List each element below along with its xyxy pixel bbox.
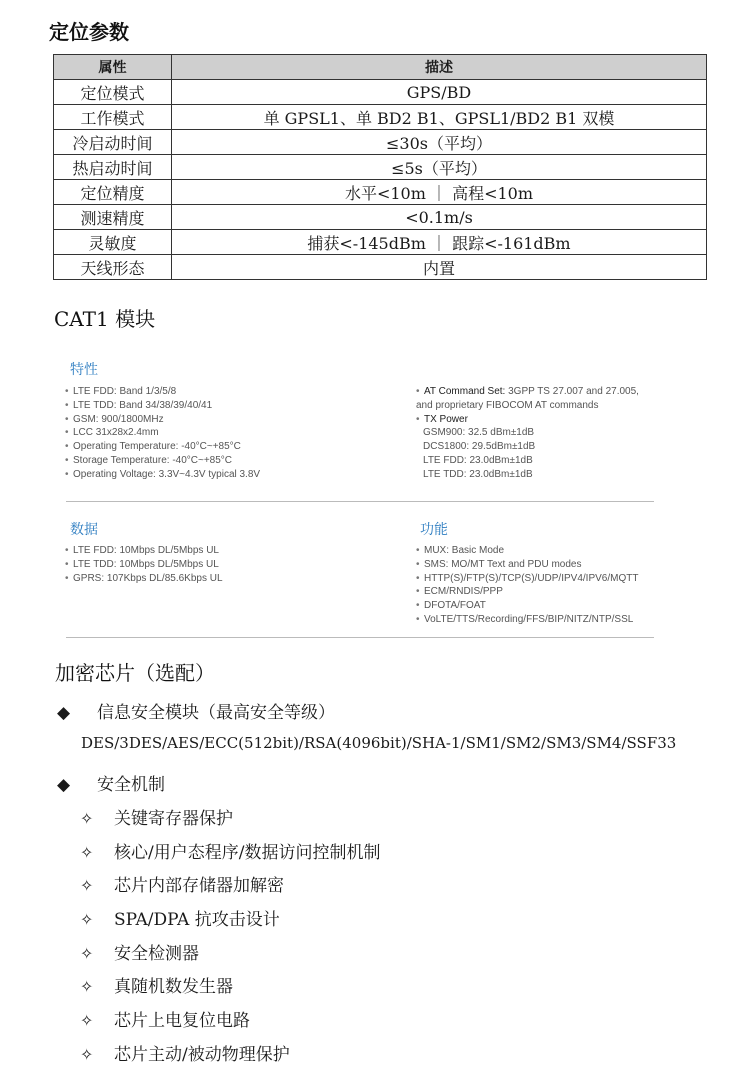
table-header-row <box>54 55 707 80</box>
list-item: DCS1800: 29.5dBm±1dB <box>423 441 536 453</box>
list-item: • GSM: 900/1800MHz <box>65 413 164 425</box>
list-item: ✧ 真随机数发生器 <box>80 970 380 1004</box>
list-item: • Operating Temperature: -40°C~+85°C <box>65 441 241 453</box>
security-module-item <box>57 698 335 723</box>
row-attribute: 定位模式 <box>54 80 172 105</box>
positioning-title: 定位参数 <box>49 20 129 44</box>
functions-list <box>416 544 638 627</box>
row-description: 水平<10m ｜ 高程<10m <box>172 180 707 205</box>
list-item: • Operating Voltage: 3.3V~4.3V typical 3.8V <box>65 468 261 480</box>
list-item: ✧ 芯片主动/被动物理保护 <box>80 1038 380 1072</box>
list-item: • LTE FDD: 10Mbps DL/5Mbps UL <box>65 545 219 556</box>
table-row <box>54 80 707 105</box>
row-description: <0.1m/s <box>172 205 707 230</box>
algorithm-list: DES/3DES/AES/ECC(512bit)/RSA(4096bit)/SHA-1/SM1/SM2/SM3/SM4/SSF33 <box>81 734 677 752</box>
list-item: LTE TDD: 23.0dBm±1dB <box>423 468 533 480</box>
row-attribute: 测速精度 <box>54 205 172 230</box>
data-title: 数据 <box>70 521 98 537</box>
sparkle-bullet-icon: ✧ <box>80 977 94 997</box>
crypto-title: 加密芯片（选配） <box>55 661 215 685</box>
list-item: ✧ 芯片上电复位电路 <box>80 1004 380 1038</box>
mechanism-list <box>80 802 380 1072</box>
table-row <box>54 205 707 230</box>
list-item: • SMS: MO/MT Text and PDU modes <box>416 558 582 570</box>
list-item: • HTTP(S)/FTP(S)/TCP(S)/UDP/IPV4/IPV6/MQTT <box>416 572 639 584</box>
functions-title: 功能 <box>420 521 448 537</box>
security-module-label: 信息安全模块（最高安全等级） <box>97 703 335 723</box>
row-attribute: 定位精度 <box>54 180 172 205</box>
cat1-spec-panel <box>62 350 654 645</box>
row-description: ≤30s（平均） <box>172 130 707 155</box>
table-row <box>54 105 707 130</box>
list-item: and proprietary FIBOCOM AT commands <box>416 399 599 411</box>
security-mechanism-item <box>57 770 165 795</box>
row-attribute: 冷启动时间 <box>54 130 172 155</box>
table-row <box>54 255 707 280</box>
features-right-list <box>416 385 639 482</box>
section-divider <box>66 637 654 638</box>
row-description: GPS/BD <box>172 80 707 105</box>
list-item: • MUX: Basic Mode <box>416 545 505 556</box>
table-row <box>54 130 707 155</box>
row-attribute: 灵敏度 <box>54 230 172 255</box>
row-description: 单 GPSL1、单 BD2 B1、GPSL1/BD2 B1 双模 <box>172 105 707 130</box>
diamond-bullet-icon: ◆ <box>57 703 71 723</box>
list-item: • LTE TDD: 10Mbps DL/5Mbps UL <box>65 558 219 570</box>
list-item: • LCC 31x28x2.4mm <box>65 427 159 439</box>
list-item: • ECM/RNDIS/PPP <box>416 586 503 598</box>
features-list <box>65 385 260 482</box>
sparkle-bullet-icon: ✧ <box>80 1011 94 1031</box>
table-row <box>54 230 707 255</box>
table-row <box>54 155 707 180</box>
list-item: ✧ 关键寄存器保护 <box>80 802 380 836</box>
sparkle-bullet-icon: ✧ <box>80 943 94 963</box>
at-command-label: AT Command Set: <box>424 386 506 397</box>
sparkle-bullet-icon: ✧ <box>80 809 94 828</box>
header-description: 描述 <box>172 55 707 80</box>
list-item: ✧ 核心/用户态程序/数据访问控制机制 <box>80 836 380 870</box>
row-attribute: 热启动时间 <box>54 155 172 180</box>
header-attribute: 属性 <box>54 55 172 80</box>
sparkle-bullet-icon: ✧ <box>80 910 94 930</box>
list-item: • Storage Temperature: -40°C~+85°C <box>65 454 233 466</box>
list-item: • AT Command Set: 3GPP TS 27.007 and 27.005, <box>416 386 639 397</box>
sparkle-bullet-icon: ✧ <box>80 876 94 896</box>
row-description: 捕获<-145dBm ｜ 跟踪<-161dBm <box>172 230 707 255</box>
list-item: • LTE TDD: Band 34/38/39/40/41 <box>65 399 213 411</box>
list-item: LTE FDD: 23.0dBm±1dB <box>423 454 533 466</box>
list-item: ✧ 安全检测器 <box>80 937 380 971</box>
cat1-title: CAT1 模块 <box>54 307 156 331</box>
row-description: 内置 <box>172 255 707 280</box>
list-item: • LTE FDD: Band 1/3/5/8 <box>65 386 177 397</box>
security-mechanism-label: 安全机制 <box>97 775 165 795</box>
list-item: • GPRS: 107Kbps DL/85.6Kbps UL <box>65 572 223 584</box>
row-attribute: 工作模式 <box>54 105 172 130</box>
data-list <box>65 544 223 585</box>
at-command-value: 3GPP TS 27.007 and 27.005, <box>505 386 639 397</box>
table-row <box>54 180 707 205</box>
list-item: ✧ SPA/DPA 抗攻击设计 <box>80 903 380 937</box>
list-item: ✧ 芯片内部存储器加解密 <box>80 869 380 903</box>
list-item: • VoLTE/TTS/Recording/FFS/BIP/NITZ/NTP/SSL <box>416 613 634 625</box>
sparkle-bullet-icon: ✧ <box>80 1044 94 1064</box>
list-item: • DFOTA/FOAT <box>416 600 486 612</box>
diamond-bullet-icon: ◆ <box>57 775 71 795</box>
section-divider <box>66 501 654 502</box>
features-title: 特性 <box>70 361 98 377</box>
row-description: ≤5s（平均） <box>172 155 707 180</box>
list-item: • TX Power <box>416 413 468 425</box>
row-attribute: 天线形态 <box>54 255 172 280</box>
positioning-table <box>53 54 707 280</box>
sparkle-bullet-icon: ✧ <box>80 842 94 862</box>
list-item: GSM900: 32.5 dBm±1dB <box>423 427 535 439</box>
